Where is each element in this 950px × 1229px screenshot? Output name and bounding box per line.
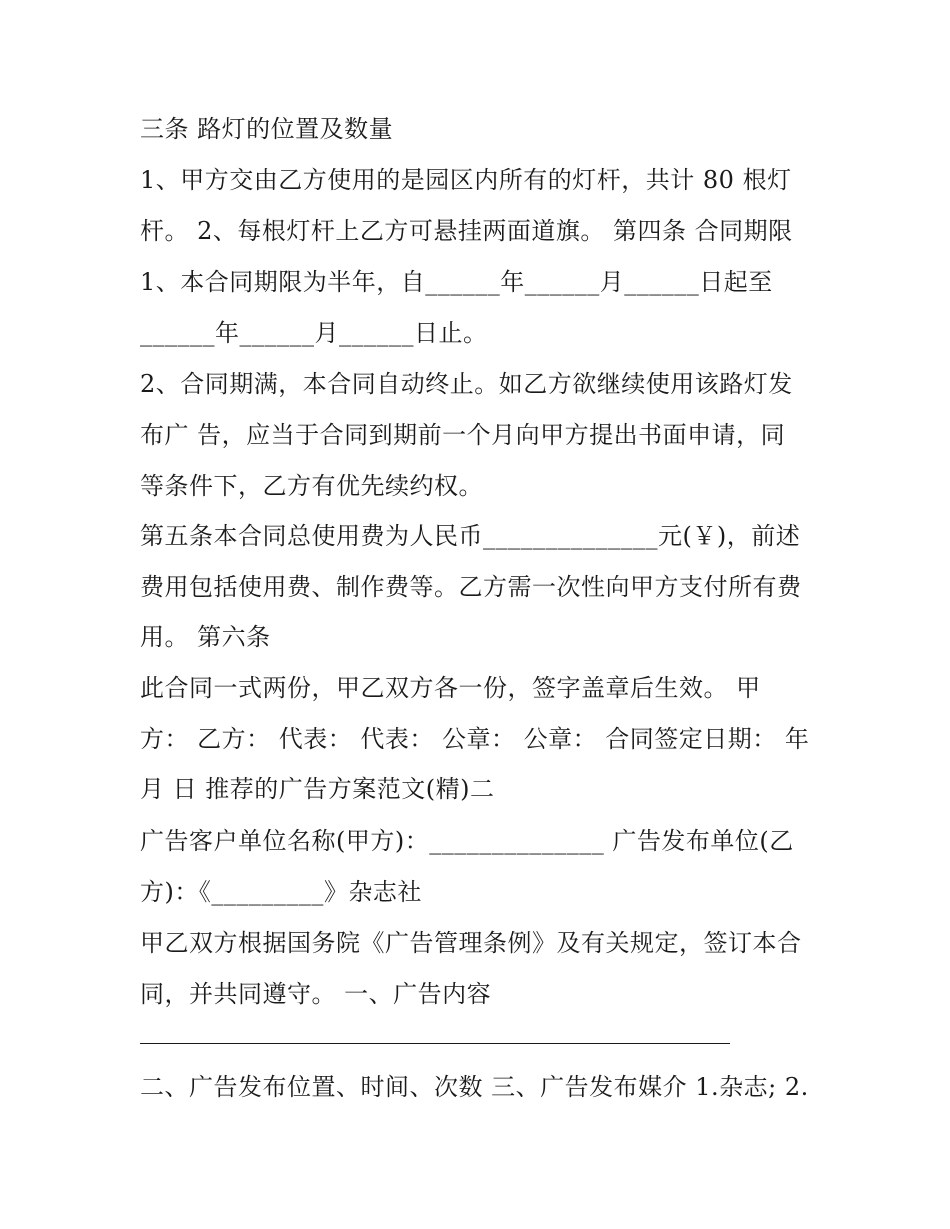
text-line: 等条件下，乙方有优先续约权。 xyxy=(140,472,483,500)
text-line: 月 日 推荐的广告方案范文(精)二 xyxy=(140,775,495,803)
text-line: 方)：《_________》杂志社 xyxy=(140,878,422,906)
text-line: 同，并共同遵守。 一、广告内容 xyxy=(140,980,492,1008)
blank-underline xyxy=(140,1043,730,1044)
text-line: 杆。 2、每根灯杆上乙方可悬挂两面道旗。 第四条 合同期限 xyxy=(140,217,793,245)
text-line: 方： 乙方： 代表： 代表： 公章： 公章： 合同签定日期： 年 xyxy=(140,725,810,753)
text-line: 广告客户单位名称(甲方)：______________ 广告发布单位(乙 xyxy=(140,827,794,855)
text-line: 甲乙双方根据国务院《广告管理条例》及有关规定，签订本合 xyxy=(140,929,802,957)
text-line: 1、甲方交由乙方使用的是园区内所有的灯杆，共计 80 根灯 xyxy=(140,166,792,194)
text-line: 1、本合同期限为半年，自______年______月______日起至 xyxy=(140,268,773,296)
text-line: 三条 路灯的位置及数量 xyxy=(140,115,394,143)
text-line: 用。 第六条 xyxy=(140,623,271,651)
text-line: 费用包括使用费、制作费等。乙方需一次性向甲方支付所有费 xyxy=(140,573,802,601)
text-line: 此合同一式两份，甲乙双方各一份，签字盖章后生效。 甲 xyxy=(140,674,761,702)
text-line: 布广 告，应当于合同到期前一个月向甲方提出书面申请，同 xyxy=(140,421,786,449)
text-line: 第五条本合同总使用费为人民币______________元(￥)，前述 xyxy=(140,522,801,550)
text-line: ______年______月______日止。 xyxy=(140,319,488,347)
text-line: 二、广告发布位置、时间、次数 三、广告发布媒介 1.杂志; 2. xyxy=(140,1073,809,1101)
text-line: 2、合同期满，本合同自动终止。如乙方欲继续使用该路灯发 xyxy=(140,370,793,398)
